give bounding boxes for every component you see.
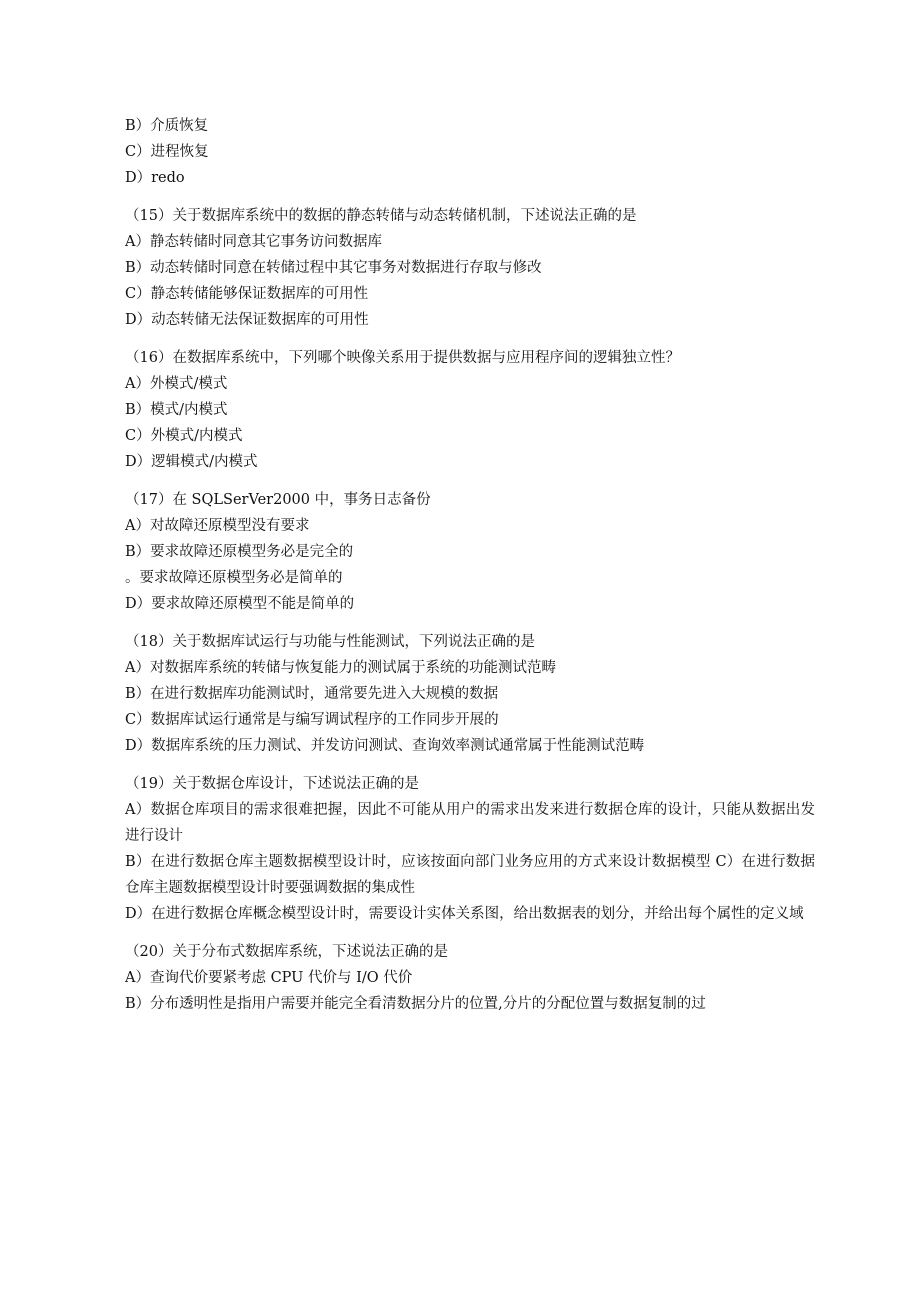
question-list <box>125 113 815 1017</box>
option-15a: A）静态转储时同意其它事务访问数据库 <box>125 234 382 250</box>
question-15: （15）关于数据库系统中的数据的静态转储与动态转储机制，下述说法正确的是 <box>125 208 637 224</box>
option-16a: A）外模式/模式 <box>125 376 228 392</box>
option-19a: A）数据仓库项目的需求很难把握，因此不可能从用户的需求出发来进行数据仓库的设计，只能从数据出发进行设计 <box>125 802 815 844</box>
question-20: （20）关于分布式数据库系统，下述说法正确的是 <box>125 944 448 960</box>
option-17a: A）对故障还原模型没有要求 <box>125 518 310 534</box>
option-20b: B）分布透明性是指用户需要并能完全看清数据分片的位置,分片的分配位置与数据复制的过 <box>125 996 706 1012</box>
option-20a: A）查询代价要紧考虑 CPU 代价与 I/O 代价 <box>125 970 413 986</box>
option-17c: 。要求故障还原模型务必是简单的 <box>125 570 343 586</box>
question-17: （17）在 SQLSerVer2000 中，事务日志备份 <box>125 492 431 508</box>
option-16d: D）逻辑模式/内模式 <box>125 454 258 470</box>
option-14b: B）介质恢复 <box>125 118 209 134</box>
option-14c: C）进程恢复 <box>125 144 209 160</box>
option-17d: D）要求故障还原模型不能是简单的 <box>125 596 355 612</box>
option-18b: B）在进行数据库功能测试时，通常要先进入大规模的数据 <box>125 686 499 702</box>
option-17b: B）要求故障还原模型务必是完全的 <box>125 544 354 560</box>
option-15b: B）动态转储时同意在转储过程中其它事务对数据进行存取与修改 <box>125 260 542 276</box>
option-15d: D）动态转储无法保证数据库的可用性 <box>125 312 369 328</box>
option-14d: D）redo <box>125 170 185 186</box>
option-18c: C）数据库试运行通常是与编写调试程序的工作同步开展的 <box>125 712 499 728</box>
question-19: （19）关于数据仓库设计，下述说法正确的是 <box>125 776 419 792</box>
option-15c: C）静态转储能够保证数据库的可用性 <box>125 286 369 302</box>
option-18a: A）对数据库系统的转储与恢复能力的测试属于系统的功能测试范畴 <box>125 660 556 676</box>
option-19b-19c: B）在进行数据仓库主题数据模型设计时，应该按面向部门业务应用的方式来设计数据模型 C）在进行数据仓库主题数据模型设计时要强调数据的集成性 <box>125 854 815 896</box>
option-16b: B）模式/内模式 <box>125 402 228 418</box>
question-18: （18）关于数据库试运行与功能与性能测试，下列说法正确的是 <box>125 634 535 650</box>
question-16: （16）在数据库系统中，下列哪个映像关系用于提供数据与应用程序间的逻辑独立性？ <box>125 350 680 366</box>
option-16c: C）外模式/内模式 <box>125 428 243 444</box>
option-19d: D）在进行数据仓库概念模型设计时，需要设计实体关系图，给出数据表的划分，并给出每个属性的定义域 <box>125 906 804 922</box>
option-18d: D）数据库系统的压力测试、并发访问测试、查询效率测试通常属于性能测试范畴 <box>125 738 645 754</box>
